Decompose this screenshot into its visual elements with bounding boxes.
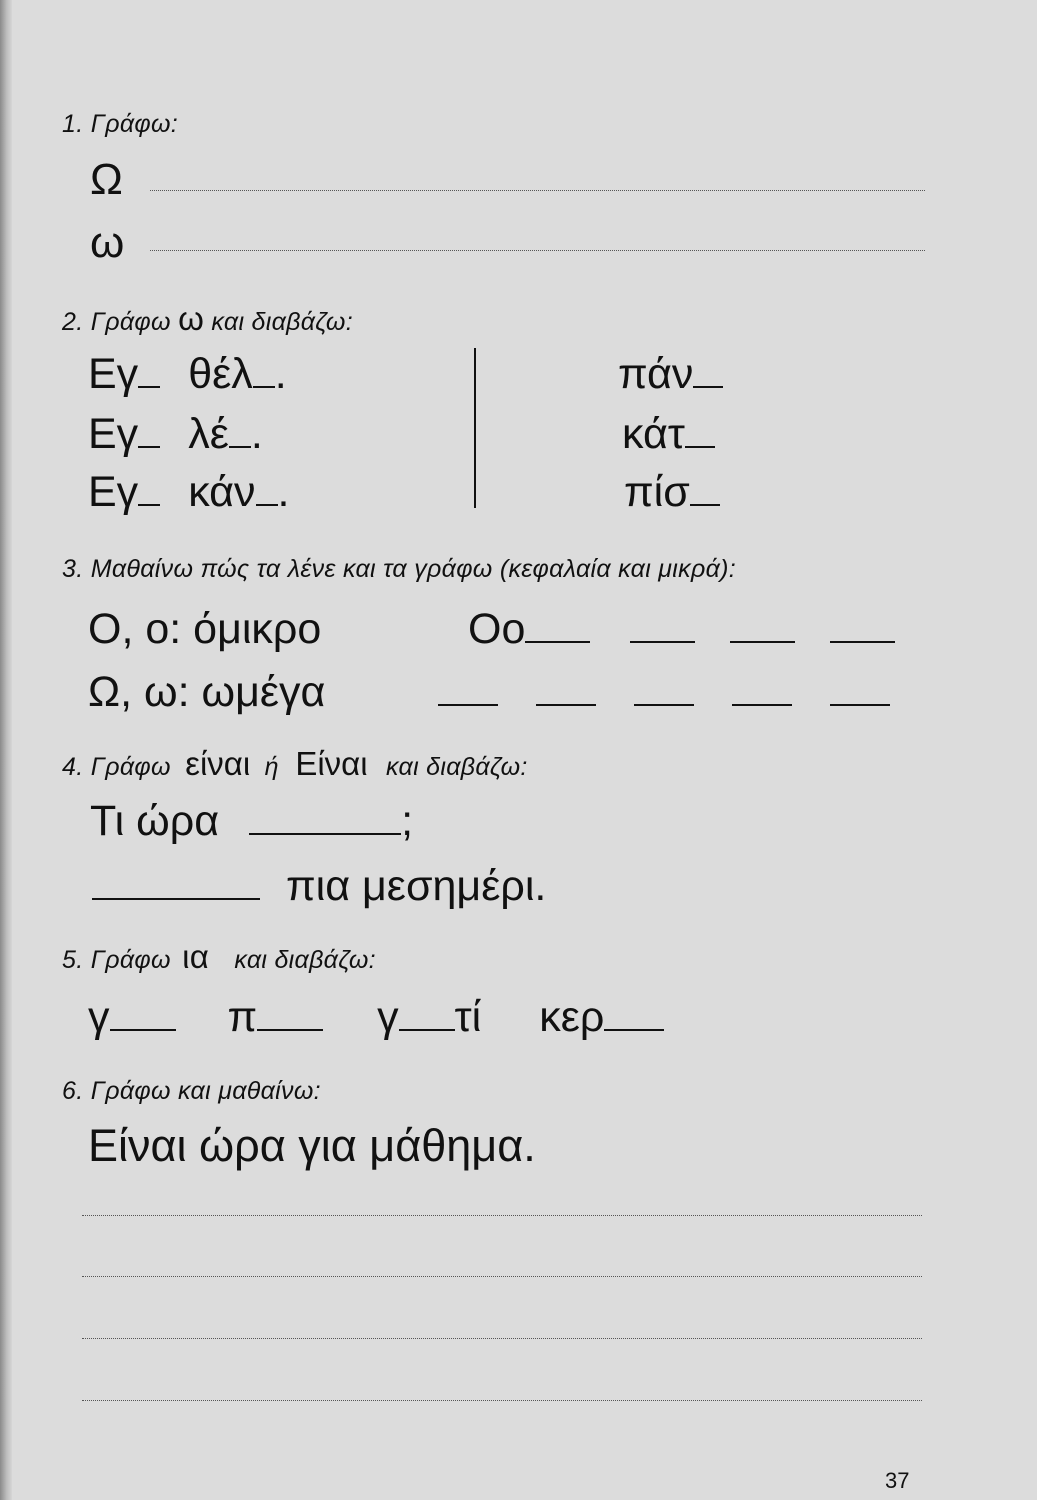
- ex3-row-2: [88, 668, 325, 717]
- ex4-line-1: [90, 797, 413, 846]
- ex3-letter-name: Ο, ο: όμικρο: [88, 605, 322, 653]
- ex1-writing-line-1[interactable]: [150, 190, 925, 191]
- ex5-word-start: κερ: [539, 993, 605, 1041]
- ex2-left-row-1: [88, 350, 287, 399]
- ex5-blank[interactable]: [604, 1005, 664, 1031]
- ex4-line-2: [92, 862, 546, 911]
- ex3-blank[interactable]: [634, 680, 694, 706]
- ex5-word-start: π: [227, 993, 258, 1041]
- ex2-blank[interactable]: [229, 422, 251, 448]
- ex2-right-row-1: [618, 350, 723, 399]
- ex3-blank[interactable]: [830, 617, 895, 643]
- ex5-title-letters: ια: [182, 938, 210, 975]
- ex1-title: 1. Γράφω:: [62, 110, 179, 138]
- ex6-writing-line-1[interactable]: [82, 1215, 922, 1216]
- ex2-blank[interactable]: [693, 362, 723, 388]
- ex2-word-start: λέ: [188, 410, 229, 458]
- ex6-writing-line-4[interactable]: [82, 1400, 922, 1401]
- ex3-example-letters: Οο: [468, 605, 526, 653]
- ex2-blank[interactable]: [138, 422, 160, 448]
- ex3-row-2-practice: [438, 668, 890, 717]
- ex4-title: [62, 745, 528, 783]
- ex3-blank[interactable]: [438, 680, 498, 706]
- ex2-blank[interactable]: [138, 480, 160, 506]
- ex2-blank[interactable]: [138, 362, 160, 388]
- ex2-word-start: πίσ: [624, 468, 690, 516]
- ex5-word-start: γ: [377, 993, 399, 1041]
- ex5-blank[interactable]: [399, 1005, 455, 1031]
- book-spine-shadow: [0, 0, 12, 1500]
- ex6-writing-line-2[interactable]: [82, 1276, 922, 1277]
- ex2-period: .: [274, 350, 287, 398]
- ex3-blank[interactable]: [630, 617, 695, 643]
- ex5-title: [62, 938, 376, 976]
- ex2-left-row-2: [88, 410, 263, 459]
- ex5-word-start: γ: [88, 993, 110, 1041]
- ex2-right-row-3: [624, 468, 720, 517]
- ex4-blank[interactable]: [92, 874, 260, 900]
- ex4-sentence-start: Τι ώρα: [90, 797, 220, 845]
- ex2-blank[interactable]: [253, 362, 275, 388]
- ex2-word-start: πάν: [618, 350, 694, 398]
- ex4-blank[interactable]: [249, 809, 401, 835]
- ex3-blank[interactable]: [732, 680, 792, 706]
- ex6-writing-line-3[interactable]: [82, 1338, 922, 1339]
- ex5-blank[interactable]: [257, 1005, 323, 1031]
- ex3-row-1: [88, 605, 321, 654]
- ex2-title-letter: ω: [178, 300, 205, 337]
- ex4-question-mark: ;: [401, 797, 414, 845]
- ex3-blank[interactable]: [830, 680, 890, 706]
- ex5-blank[interactable]: [110, 1005, 176, 1031]
- ex2-word-start: Εγ: [88, 410, 139, 458]
- ex4-sentence-end: πια μεσημέρι.: [286, 862, 547, 910]
- ex6-title: 6. Γράφω και μαθαίνω:: [62, 1077, 321, 1105]
- ex2-right-row-2: [622, 410, 715, 459]
- ex6-sentence: Είναι ώρα για μάθημα.: [88, 1120, 536, 1171]
- ex3-row-1-practice: [468, 605, 895, 654]
- ex4-title-prefix: 4. Γράφω: [62, 753, 171, 781]
- ex2-column-divider: [474, 348, 476, 508]
- ex2-left-row-3: [88, 468, 289, 517]
- ex2-title-prefix: 2. Γράφω: [62, 308, 171, 336]
- ex3-blank[interactable]: [525, 617, 590, 643]
- ex2-blank[interactable]: [256, 480, 278, 506]
- ex5-word-end: τί: [454, 993, 482, 1041]
- ex4-title-or: ή: [264, 753, 279, 781]
- ex4-title-suffix: και διαβάζω:: [386, 753, 528, 781]
- ex3-blank[interactable]: [730, 617, 795, 643]
- ex2-title-suffix: και διαβάζω:: [211, 308, 353, 336]
- ex2-blank[interactable]: [690, 480, 720, 506]
- ex1-letter-small: ω: [90, 218, 125, 267]
- ex3-title: 3. Μαθαίνω πώς τα λένε και τα γράφω (κεφαλαία και μικρά):: [62, 555, 737, 583]
- ex1-writing-line-2[interactable]: [150, 250, 925, 251]
- ex2-word-start: Εγ: [88, 468, 139, 516]
- ex3-blank[interactable]: [536, 680, 596, 706]
- ex2-word-start: Εγ: [88, 350, 139, 398]
- ex1-letter-capital: Ω: [90, 155, 123, 204]
- ex2-title: [62, 300, 353, 338]
- ex2-blank[interactable]: [685, 422, 715, 448]
- ex3-letter-name: Ω, ω: ωμέγα: [88, 668, 326, 716]
- ex2-word-start: κάν: [188, 468, 256, 516]
- ex2-word-start: θέλ: [188, 350, 253, 398]
- ex4-word-lower: είναι: [185, 745, 251, 782]
- ex4-word-upper: Είναι: [295, 745, 368, 782]
- ex2-period: .: [277, 468, 290, 516]
- ex5-words: [88, 993, 664, 1042]
- page-number: 37: [885, 1468, 910, 1493]
- ex2-word-start: κάτ: [622, 410, 685, 458]
- ex5-title-prefix: 5. Γράφω: [62, 946, 171, 974]
- ex2-period: .: [250, 410, 263, 458]
- ex5-title-suffix: και διαβάζω:: [234, 946, 376, 974]
